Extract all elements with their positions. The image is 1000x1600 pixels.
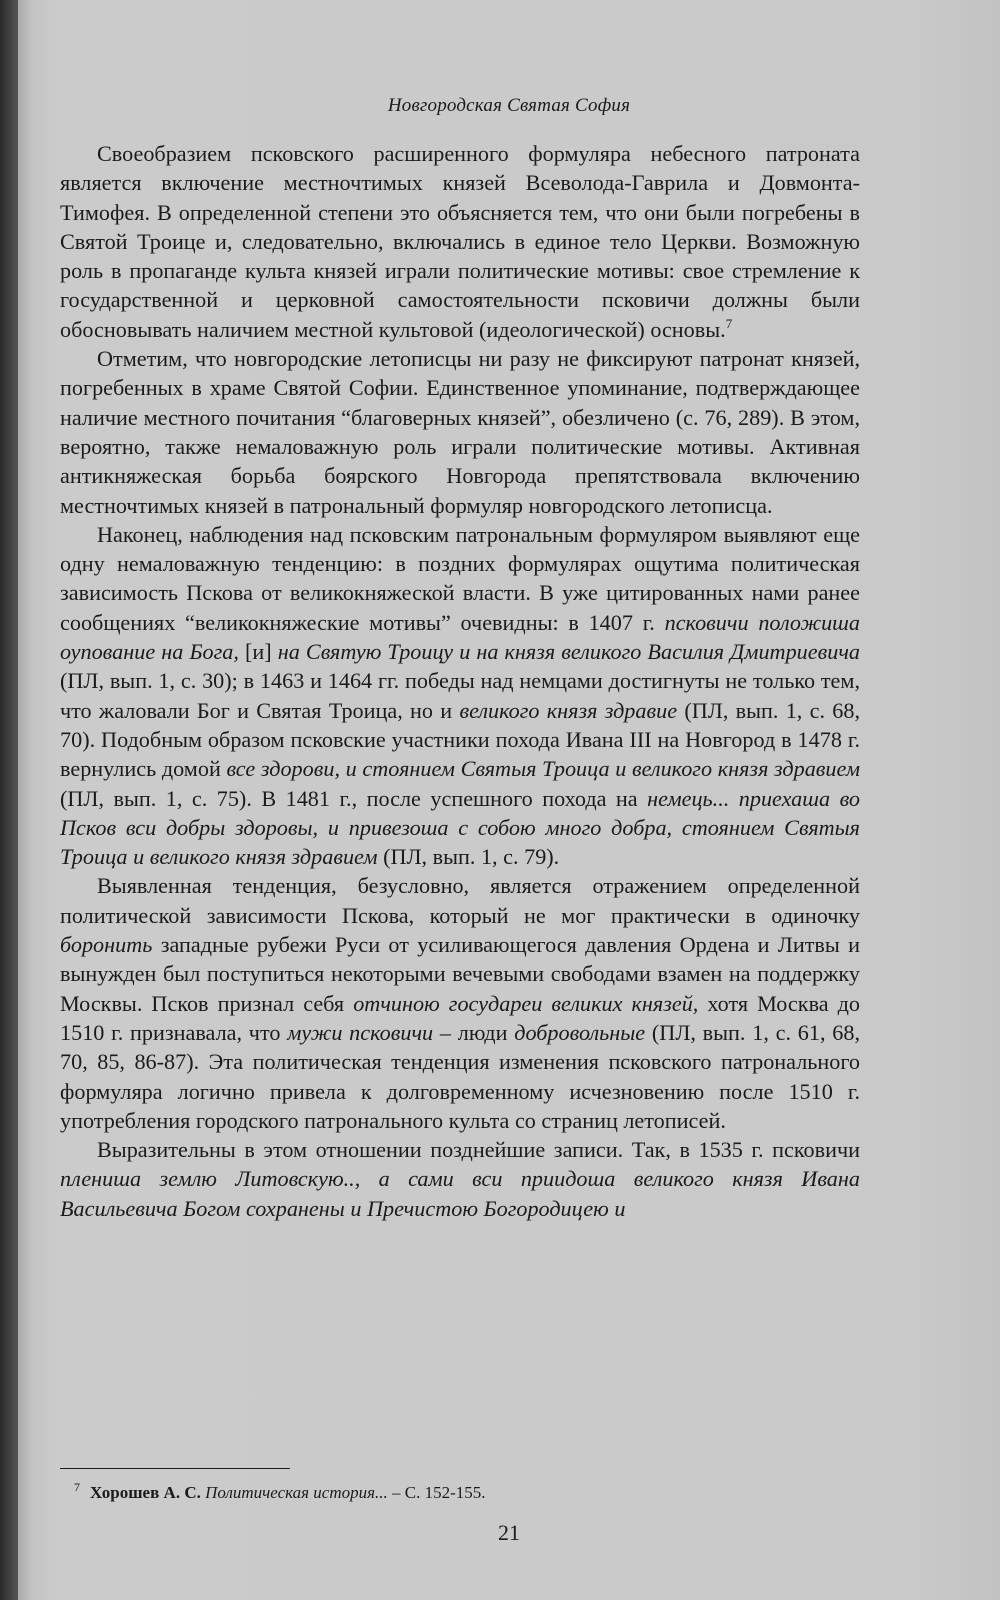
book-page bbox=[18, 0, 1000, 1600]
footnote bbox=[74, 1476, 854, 1504]
italic-quote: мужи псковичи bbox=[287, 1019, 434, 1045]
text-run: (ПЛ, вып. 1, с. 79). bbox=[383, 844, 560, 870]
text-run: (ПЛ, вып. 1, с. 30); в 1463 и 1464 гг. победы над немцами достигнуты не только тем, что жаловали Бог и Святая Троица, но и bbox=[60, 668, 860, 723]
italic-quote: все здорови, и стоянием Святыя Троица и великого князя здравием bbox=[226, 756, 860, 782]
italic-quote: боронить bbox=[60, 932, 153, 958]
italic-quote: псковичи положиша оупование на Бога, bbox=[60, 609, 861, 665]
italic-quote: отчиною государеи великих князей, bbox=[353, 990, 699, 1016]
italic-quote: на Святую Троицу и на князя великого Василия Дмитриевича bbox=[277, 639, 861, 665]
paragraph-5 bbox=[60, 1135, 860, 1223]
footnote-author: Хорошев А. С. bbox=[90, 1483, 201, 1502]
text-run: [и] bbox=[245, 639, 272, 665]
main-text bbox=[60, 139, 860, 1223]
page-number: 21 bbox=[498, 1520, 520, 1545]
text-run: Выявленная тенденция, безусловно, является отражением определенной политической зависимости Пскова, который не мог практически в одиночку bbox=[60, 873, 860, 928]
text-run: Наконец, наблюдения над псковским патрональным формуляром выявляют еще одну немаловажную тенденцию: в поздних формулярах ощутима политическая зависимость Пскова от великокняжеской власти. В уже цитированных нами ранее сообщениях “великокняжеские мотивы” очевидны: в 1407 г. bbox=[60, 521, 860, 635]
text-run: Выразительны в этом отношении позднейшие записи. Так, в 1535 г. псковичи bbox=[97, 1137, 860, 1163]
paragraph-3 bbox=[60, 520, 860, 872]
italic-quote: немець... приехаша во Псков вси добры здоровы, и привезоша с собою много добра, стоянием Святыя Троица и великого князя здравием bbox=[60, 785, 861, 870]
footnote-pages: – С. 152-155. bbox=[392, 1483, 486, 1502]
italic-quote: добровольные bbox=[514, 1019, 646, 1045]
text-run: хотя Москва до 1510 г. признавала, что bbox=[60, 990, 861, 1045]
running-header: Новгородская Святая София bbox=[387, 95, 631, 116]
italic-quote: плениша землю Литовскую.., а сами вси приидоша великого князя Ивана Васильевича Богом сохранены и Пречистою Богородицею и bbox=[60, 1166, 860, 1221]
text-run: – люди bbox=[439, 1019, 508, 1045]
text-run: (ПЛ, вып. 1, с. 68, 70). Подобным образом псковские участники похода Ивана III на Новгород в 1478 г. вернулись домой bbox=[60, 697, 861, 782]
text-run: (ПЛ, вып. 1, с. 61, 68, 70, 85, 86-87). Эта политическая тенденция изменения псковского патронального формуляра логично привела к долговременному исчезновению после 1510 г. употребления городского патронального культа со страниц летописей. bbox=[60, 1019, 861, 1133]
paragraph-1-text: Своеобразием псковского расширенного формуляра небесного патроната является включение местночтимых князей Всеволода-Гаврила и Довмонта-Тимофея. В определенной степени это объясняется тем, что они были погребены в Святой Троице и, следовательно, включались в единое тело Церкви. Возможную роль в пропаганде культа князей играли политические мотивы: свое стремление к государственной и церковной самостоятельности псковичи должны были обосновывать наличием местной культовой (идеологической) основы. bbox=[60, 141, 860, 342]
book-spine-shadow bbox=[0, 0, 18, 1600]
footnote-divider bbox=[60, 1468, 290, 1469]
paragraph-2: Отметим, что новгородские летописцы ни разу не фиксируют патронат князей, погребенных в храме Святой Софии. Единственное упоминание, подтверждающее наличие местного почитания “благоверных князей”, обезличено (с. 76, 289). В этом, вероятно, также немаловажную роль играли политические мотивы. Активная антикняжеская борьба боярского Новгорода препятствовала включению местночтимых князей в патрональный формуляр новгородского летописца. bbox=[60, 346, 860, 518]
paragraph-1 bbox=[60, 139, 860, 344]
text-run: западные рубежи Руси от усиливающегося давления Ордена и Литвы и вынужден был поступиться некоторыми вечевыми свободами взамен на поддержку Москвы. Псков признал себя bbox=[60, 932, 861, 1016]
italic-quote: великого князя здравие bbox=[459, 697, 678, 723]
footnote-reference[interactable]: 7 bbox=[725, 315, 733, 331]
text-run: (ПЛ, вып. 1, с. 75). В 1481 г., после успешного похода на bbox=[60, 785, 638, 811]
paragraph-4 bbox=[60, 871, 860, 1135]
footnote-title: Политическая история... bbox=[205, 1483, 388, 1502]
footnote-number: 7 bbox=[74, 1480, 80, 1494]
